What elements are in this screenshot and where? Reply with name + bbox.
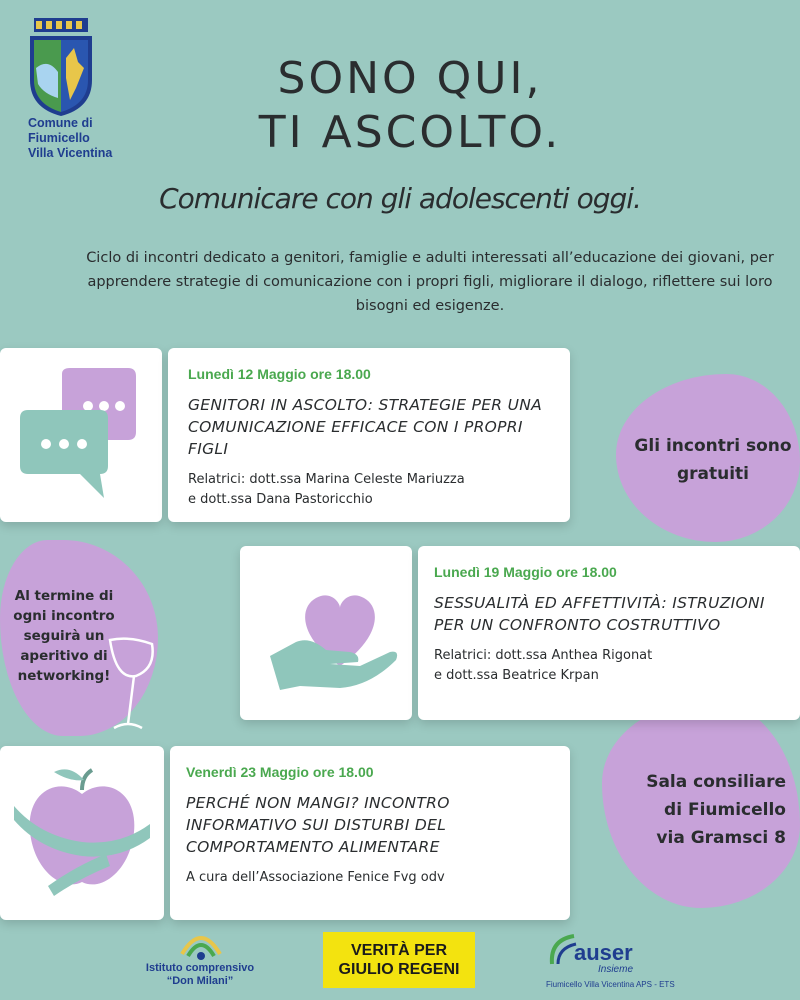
page-subtitle: Comunicare con gli adolescenti oggi. [159, 182, 641, 215]
event1-title: GENITORI IN ASCOLTO: STRATEGIE PER UNA COMUNICAZIONE EFFICACE CON I PROPRI FIGLI [188, 396, 543, 458]
event1-speakers: Relatrici: dott.ssa Marina Celeste Mariuzza e dott.ssa Dana Pastoricchio [188, 472, 465, 507]
event1-date: Lunedì 12 Maggio ore 18.00 [188, 366, 371, 382]
event2-date: Lunedì 19 Maggio ore 18.00 [434, 564, 617, 580]
wine-glass-icon [100, 630, 160, 740]
auser-subtitle: Insieme [598, 964, 634, 975]
event3-title: PERCHÉ NON MANGI? INCONTRO INFORMATIVO SUI DISTURBI DEL COMPORTAMENTO ALIMENTARE [186, 794, 450, 856]
municipality-name: Comune di Fiumicello Villa Vicentina [28, 116, 113, 160]
istituto-logo-icon [176, 926, 226, 962]
event2-icon-stub [240, 546, 412, 720]
apple-measuring-tape-icon [0, 746, 164, 920]
event1-card [168, 348, 570, 522]
free-note: Gli incontri sono gratuiti [634, 436, 792, 484]
event2-title: SESSUALITÀ ED AFFETTIVITÀ: ISTRUZIONI PER UN CONFRONTO COSTRUTTIVO [434, 594, 765, 634]
regeni-banner: VERITÀ PER GIULIO REGENI [323, 932, 475, 988]
speech-bubbles-icon [0, 348, 162, 522]
municipal-crest-icon [26, 18, 96, 118]
intro-paragraph: Ciclo di incontri dedicato a genitori, famiglie e adulti interessati all’educazione dei giovani, per apprendere strategie di comunicazione con i propri figli, migliorare il dialogo, riflettere sui loro bisogni ed esigenze. [86, 250, 774, 314]
event2-card [418, 546, 800, 720]
event3-card [170, 746, 570, 920]
event1-icon-stub [0, 348, 162, 522]
heart-hand-icon [240, 546, 412, 720]
auser-name: auser [574, 940, 633, 965]
event2-speakers: Relatrici: dott.ssa Anthea Rigonat e dott.ssa Beatrice Krpan [434, 648, 653, 683]
page-title: SONO QUI, TI ASCOLTO. [258, 53, 562, 158]
auser-location: Fiumicello Villa Vicentina APS - ETS [546, 980, 675, 989]
venue-note: Sala consiliare di Fiumicello via Gramsci 8 [646, 772, 786, 848]
aperitivo-note: Al termine di ogni incontro seguirà un aperitivo di networking! [13, 588, 115, 684]
event3-date: Venerdì 23 Maggio ore 18.00 [186, 764, 374, 780]
event3-icon-stub [0, 746, 164, 920]
event3-organizer: A cura dell’Associazione Fenice Fvg odv [186, 870, 445, 885]
istituto-name: Istituto comprensivo “Don Milani” [145, 962, 255, 987]
